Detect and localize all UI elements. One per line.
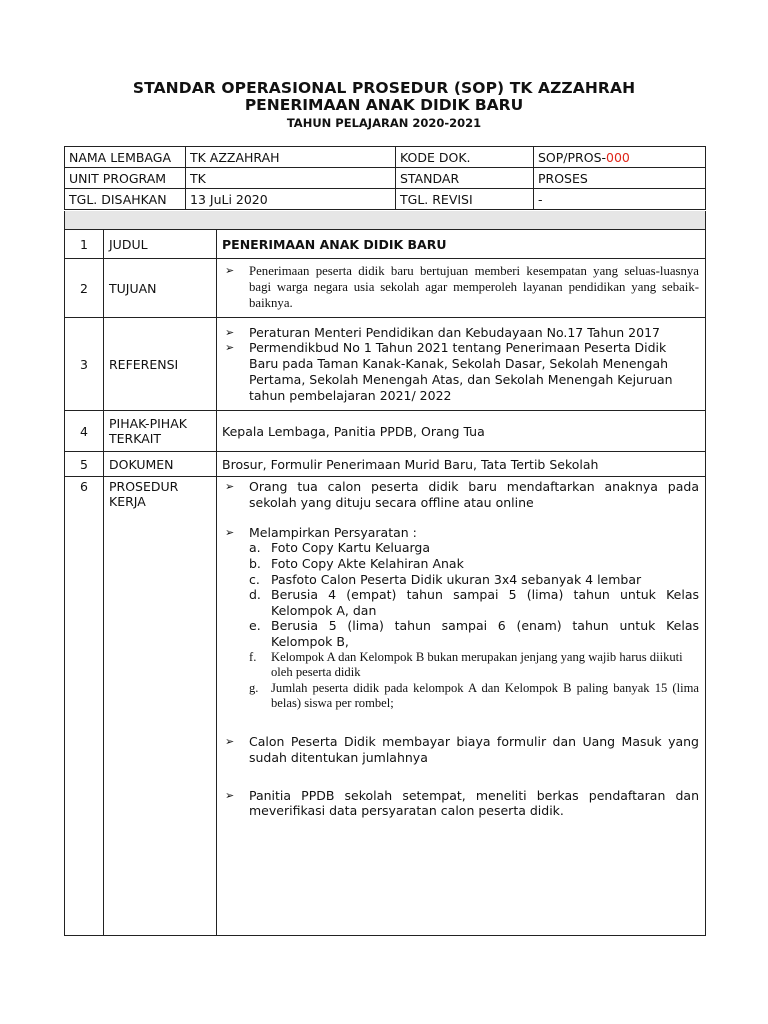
kode-dok-label: KODE DOK. [396, 147, 534, 168]
kode-dok-value [534, 147, 706, 168]
row-number: 4 [65, 411, 104, 452]
row-number: 3 [65, 318, 104, 411]
prosedur-step: ➢ Panitia PPDB sekolah setempat, meneliti berkas pendaftaran dan meverifikasi data persyaratan calon peserta didik. [222, 788, 699, 820]
row-label: REFERENSI [104, 318, 217, 411]
separator-bar [64, 211, 706, 230]
referensi-item: ➢ Permendikbud No 1 Tahun 2021 tentang Penerimaan Peserta Didik Baru pada Taman Kanak-Kanak, Sekolah Dasar, Sekolah Menengah Pertama, Sekolah Menengah Atas, dan Sekolah Menengah Kejuruan tahun pembelajaran 2021/ 2022 [222, 340, 699, 403]
row-number: 5 [65, 452, 104, 477]
row-label: DOKUMEN [104, 452, 217, 477]
row-dokumen [65, 452, 706, 477]
row-label: TUJUAN [104, 259, 217, 318]
unit-program-label: UNIT PROGRAM [65, 168, 186, 189]
row-number: 1 [65, 230, 104, 259]
tgl-disahkan-value: 13 JuLi 2020 [186, 189, 396, 210]
persyaratan-item: c. Pasfoto Calon Peserta Didik ukuran 3x4 sebanyak 4 lembar [249, 571, 642, 587]
persyaratan-item: g. Jumlah peserta didik pada kelompok A dan Kelompok B paling banyak 15 (lima belas) siswa per rombel; [249, 680, 699, 711]
row-label: PROSEDUR KERJA [104, 477, 217, 936]
prosedur-step: ➢ Orang tua calon peserta didik baru mendaftarkan anaknya pada sekolah yang dituju secara offline atau online [222, 479, 699, 511]
nama-lembaga-label: NAMA LEMBAGA [65, 147, 186, 168]
document-title: STANDAR OPERASIONAL PROSEDUR (SOP) TK AZZAHRAH [132, 79, 636, 97]
kode-dok-prefix: SOP/PROS- [538, 149, 607, 165]
academic-year: TAHUN PELAJARAN 2020-2021 [286, 116, 482, 130]
identity-table [64, 146, 706, 210]
persyaratan-item: b. Foto Copy Akte Kelahiran Anak [249, 555, 464, 571]
row-prosedur-kerja [65, 477, 706, 936]
persyaratan-item: d. Berusia 4 (empat) tahun sampai 5 (lima) tahun untuk Kelas Kelompok A, dan [249, 587, 699, 618]
persyaratan-item: f. Kelompok A dan Kelompok B bukan merupakan jenjang yang wajib harus diikuti oleh peserta didik [249, 649, 683, 680]
row-label: JUDUL [104, 230, 217, 259]
identity-row [65, 147, 706, 168]
row-number: 6 [65, 477, 104, 936]
tgl-disahkan-label: TGL. DISAHKAN [65, 189, 186, 210]
tgl-revisi-value: - [534, 189, 706, 210]
identity-row [65, 189, 706, 210]
persyaratan-heading: Melampirkan Persyaratan : [249, 524, 417, 540]
dokumen-value: Brosur, Formulir Penerimaan Murid Baru, Tata Tertib Sekolah [217, 452, 706, 477]
standar-value: PROSES [534, 168, 706, 189]
identity-row [65, 168, 706, 189]
tujuan-cell [217, 259, 706, 318]
prosedur-step: ➢ Calon Peserta Didik membayar biaya formulir dan Uang Masuk yang sudah ditentukan jumlahnya [222, 734, 699, 766]
persyaratan-list [249, 540, 699, 712]
standar-label: STANDAR [396, 168, 534, 189]
row-label: PIHAK-PIHAK TERKAIT [104, 411, 217, 452]
sop-table [64, 229, 706, 936]
document-subtitle: PENERIMAAN ANAK DIDIK BARU [244, 96, 524, 114]
row-referensi [65, 318, 706, 411]
nama-lembaga-value: TK AZZAHRAH [186, 147, 396, 168]
kode-dok-number: 000 [606, 149, 630, 165]
referensi-cell [217, 318, 706, 411]
pihak-terkait-value: Kepala Lembaga, Panitia PPDB, Orang Tua [217, 411, 706, 452]
row-tujuan [65, 259, 706, 318]
persyaratan-item: a. Foto Copy Kartu Keluarga [249, 540, 431, 556]
prosedur-cell [217, 477, 706, 936]
row-judul [65, 230, 706, 259]
unit-program-value: TK [186, 168, 396, 189]
referensi-item: ➢ Peraturan Menteri Pendidikan dan Kebudayaan No.17 Tahun 2017 [222, 325, 699, 341]
persyaratan-item: e. Berusia 5 (lima) tahun sampai 6 (enam) tahun untuk Kelas Kelompok B, [249, 618, 699, 649]
row-pihak-terkait [65, 411, 706, 452]
tujuan-text: ➢ Penerimaan peserta didik baru bertujuan memberi kesempatan yang seluas-luasnya bagi warga negara usia sekolah agar memperoleh layanan pendidikan yang sebaik-baiknya. [222, 264, 699, 311]
judul-value: PENERIMAAN ANAK DIDIK BARU [217, 230, 706, 259]
row-number: 2 [65, 259, 104, 318]
tgl-revisi-label: TGL. REVISI [396, 189, 534, 210]
prosedur-step [222, 525, 699, 712]
